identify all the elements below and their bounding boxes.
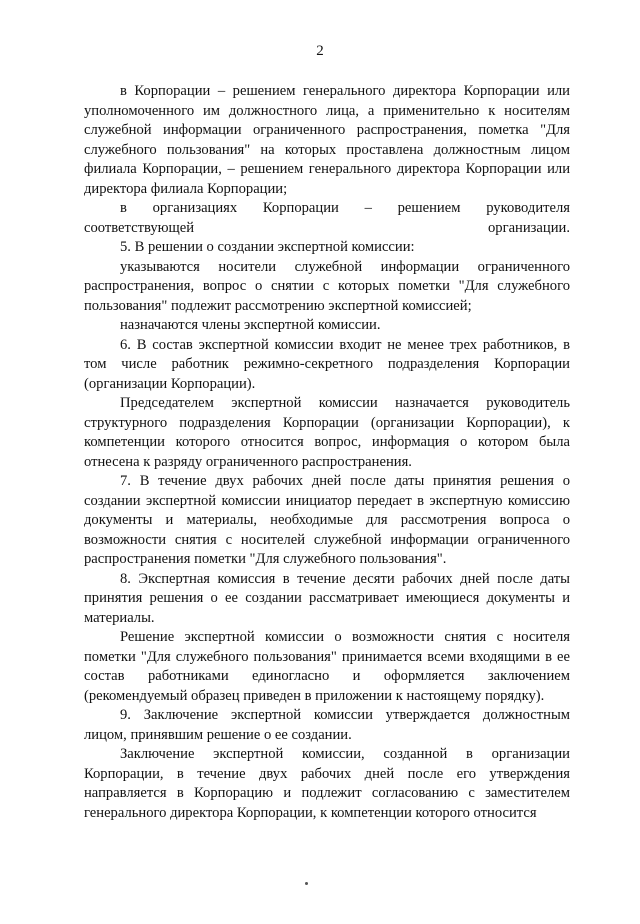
paragraph-conclusion-approval: Заключение экспертной комиссии, созданной в организации Корпорации, в течение двух рабочих дней после его утверждения направляется в Корпорацию и подлежит согласованию с заместителем генерального директора Корпорации, к компетенции которого относится <box>84 746 570 821</box>
paragraph-commission-decision: Решение экспертной комиссии о возможности снятия с носителя пометки "Для служебного пользования" принимается всеми входящими в ее состав работниками единогласно и оформляется заключением (рекомендуемый образец приведен в приложении к настоящему порядку). <box>84 629 570 704</box>
paragraph-item-8: 8. Экспертная комиссия в течение десяти рабочих дней после даты принятия решения о ее создании рассматривает имеющиеся документы и материалы. <box>84 570 570 626</box>
paragraph-members-appointed: назначаются члены экспертной комиссии. <box>120 317 381 333</box>
paragraph-corporation-decision: в Корпорации – решением генерального директора Корпорации или уполномоченного им должностного лица, а применительно к носителям служебной информации ограниченного распространения, пометка "Для служебного пользования" на которых проставлена должностным лицом филиала Корпорации, – решением генерального директора Корпорации или директора филиала Корпорации; <box>84 83 570 197</box>
paragraph-item-6: 6. В состав экспертной комиссии входит не менее трех работников, в том числе работник режимно-секретного подразделения Корпорации (организации Корпорации). <box>84 336 570 392</box>
paragraph-organizations-decision: в организациях Корпорации – решением руководителя соответствующей организации. <box>84 200 570 236</box>
paragraph-item-5: 5. В решении о создании экспертной комиссии: <box>120 239 415 255</box>
paragraph-item-7: 7. В течение двух рабочих дней после даты принятия решения о создании экспертной комиссии инициатор передает в экспертную комиссию документы и материалы, необходимые для рассмотрения вопроса о возможности снятия с носителей служебной информации ограниченного распространения пометки "Для служебного пользования". <box>84 473 570 567</box>
page-number: 2 <box>316 43 324 59</box>
paragraph-carriers-indicated: указываются носители служебной информации ограниченного распространения, вопрос о снятии с которых пометки "Для служебного пользования" подлежит рассмотрению экспертной комиссией; <box>84 258 570 314</box>
paragraph-item-9: 9. Заключение экспертной комиссии утверждается должностным лицом, принявшим решение о ее создании. <box>84 707 570 743</box>
scan-speck <box>305 882 308 885</box>
paragraph-chairman: Председателем экспертной комиссии назначается руководитель структурного подразделения Корпорации (организации Корпорации), к компетенции которого относится вопрос, информация о котором была отнесена к разряду ограниченного распространения. <box>84 395 570 470</box>
document-body <box>84 82 570 823</box>
